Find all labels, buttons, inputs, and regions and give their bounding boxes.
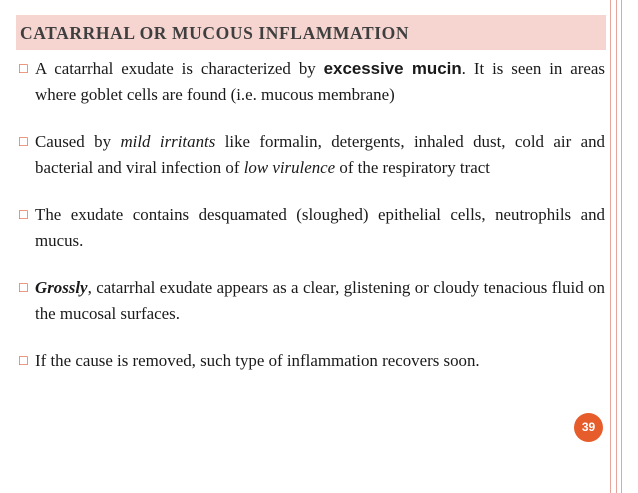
border-line: [610, 0, 611, 493]
hollow-square-bullet-icon: ☐: [18, 354, 29, 368]
bullet-text: If the cause is removed, such type of inflammation recovers soon.: [35, 351, 480, 370]
bullet-list: [18, 56, 605, 395]
bullet-text: . It is seen in areas where goblet cells are found (i.e. mucous membrane): [35, 59, 605, 104]
emphasis-text: excessive mucin: [323, 59, 462, 78]
bullet-text: , catarrhal exudate appears as a clear, glistening or cloudy tenacious fluid on the mucosal surfaces.: [35, 278, 605, 323]
slide-title: CATARRHAL OR MUCOUS INFLAMMATION: [20, 23, 410, 43]
hollow-square-bullet-icon: ☐: [18, 135, 29, 149]
page-number-badge: 39: [574, 413, 603, 442]
italic-text: low virulence: [243, 158, 336, 177]
hollow-square-bullet-icon: ☐: [18, 281, 29, 295]
bullet-text: The exudate contains desquamated (sloughed) epithelial cells, neutrophils and mucus.: [35, 205, 605, 250]
right-border-lines: [610, 0, 622, 493]
bullet-text: of the respiratory tract: [335, 158, 490, 177]
italic-text: mild irritants: [120, 132, 216, 151]
bullet-item-recovery: [18, 348, 605, 374]
bullet-text: A catarrhal exudate is characterized by: [35, 59, 324, 78]
border-line: [621, 0, 622, 493]
bullet-item-exudate-definition: [18, 56, 605, 108]
hollow-square-bullet-icon: ☐: [18, 62, 29, 76]
bold-italic-text: Grossly: [35, 278, 88, 297]
bullet-item-gross-appearance: [18, 275, 605, 327]
border-line: [616, 0, 617, 493]
bullet-item-contents: [18, 202, 605, 254]
hollow-square-bullet-icon: ☐: [18, 208, 29, 222]
bullet-text: Caused by: [35, 132, 121, 151]
bullet-item-causes: [18, 129, 605, 181]
bullet-text: like formalin, detergents, inhaled dust, cold air and bacterial and viral infection of: [35, 132, 605, 177]
